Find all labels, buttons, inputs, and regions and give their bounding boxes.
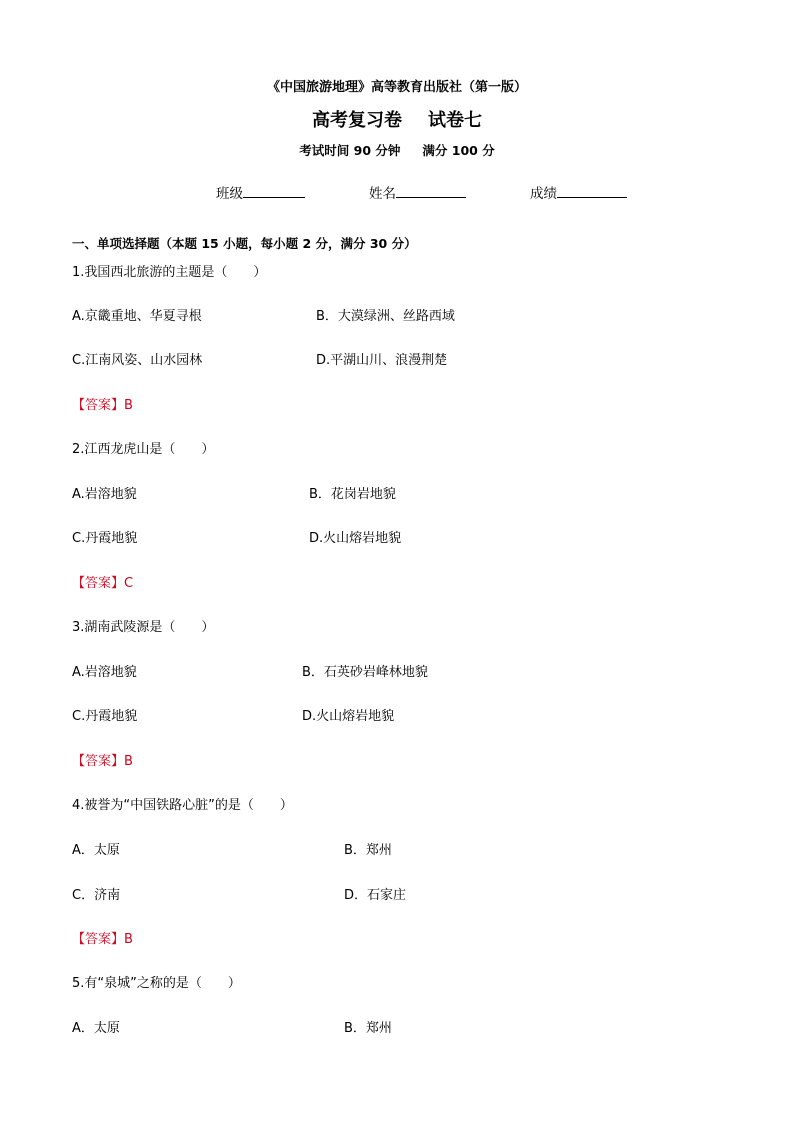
exam-time: 考试时间 90 分钟 [299,143,401,158]
option-d: D.火山熔岩地貌 [309,531,402,546]
option-a: A．太原 [72,843,120,858]
option-a: A.岩溶地貌 [72,487,137,502]
section-heading: 一、单项选择题（本题 15 小题，每小题 2 分，满分 30 分） [72,236,417,251]
exam-full-score: 满分 100 分 [422,143,495,158]
option-c: C．济南 [72,888,121,903]
option-c: C.江南风姿、山水园林 [72,353,203,368]
question-stem: 1.我国西北旅游的主题是（ ） [72,265,267,280]
answer-label: 【答案】B [72,398,133,413]
option-c: C.丹霞地貌 [72,709,138,724]
question-stem: 4.被誉为“中国铁路心脏”的是（ ） [72,798,293,813]
grade-label: 成绩 [530,186,557,202]
exam-title [0,106,794,132]
option-c: C.丹霞地貌 [72,531,138,546]
exam-info [0,141,794,159]
document-subtitle: 《中国旅游地理》高等教育出版社（第一版） [266,80,527,95]
option-b: B．大漠绿洲、丝路西域 [316,309,455,324]
exam-title-main: 高考复习卷 [312,110,402,131]
option-d: D.火山熔岩地貌 [302,709,395,724]
option-b: B．石英砂岩峰林地貌 [302,665,428,680]
answer-label: 【答案】C [72,576,134,591]
name-label: 姓名 [369,186,396,202]
option-a: A.京畿重地、华夏寻根 [72,309,202,324]
option-a: A.岩溶地貌 [72,665,137,680]
option-a: A．太原 [72,1021,120,1036]
question-stem: 5.有“泉城”之称的是（ ） [72,976,241,991]
answer-label: 【答案】B [72,754,133,769]
option-b: B．郑州 [344,843,392,858]
exam-title-number: 试卷七 [428,110,482,131]
option-d: D．石家庄 [344,888,407,903]
question-stem: 2.江西龙虎山是（ ） [72,442,215,457]
class-label: 班级 [216,186,243,202]
grade-field[interactable] [530,182,627,202]
grade-blank[interactable] [557,183,627,198]
answer-label: 【答案】B [72,932,133,947]
question-stem: 3.湖南武陵源是（ ） [72,620,215,635]
option-b: B．郑州 [344,1021,392,1036]
name-field[interactable] [369,182,466,202]
option-b: B．花岗岩地貌 [309,487,396,502]
class-blank[interactable] [243,183,305,198]
class-field[interactable] [216,182,305,202]
option-d: D.平湖山川、浪漫荆楚 [316,353,448,368]
name-blank[interactable] [396,183,466,198]
